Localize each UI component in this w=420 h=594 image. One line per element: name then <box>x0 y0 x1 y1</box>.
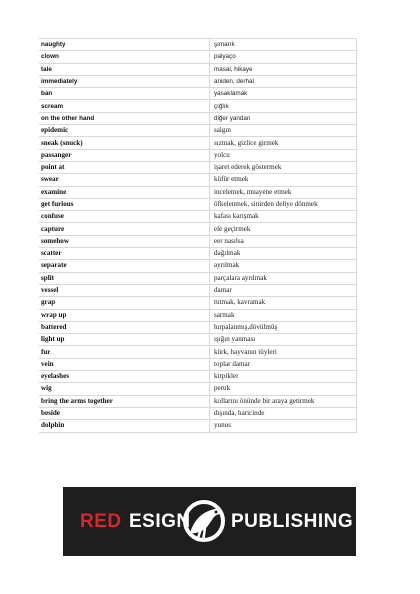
table-row <box>39 100 357 112</box>
turkish-translation: ayrılmak <box>210 260 357 272</box>
turkish-translation: palyaço <box>210 51 357 63</box>
turkish-translation: ışığın yanması <box>210 334 357 346</box>
turkish-translation: kirpikler <box>210 371 357 383</box>
english-word: capture <box>39 223 210 235</box>
turkish-translation: kollarını önünde bir araya getirmek <box>210 395 357 407</box>
english-word: get furious <box>39 198 210 210</box>
table-row <box>39 309 357 321</box>
logo-white-text: ESIGN <box>129 511 191 532</box>
table-row <box>39 39 357 51</box>
table-row <box>39 395 357 407</box>
turkish-translation: işaret ederek göstermek <box>210 161 357 173</box>
english-word: tale <box>39 63 210 75</box>
english-word: separate <box>39 260 210 272</box>
table-row <box>39 334 357 346</box>
english-word: scream <box>39 100 210 112</box>
turkish-translation: küfür etmek <box>210 174 357 186</box>
table-row <box>39 248 357 260</box>
table-row <box>39 260 357 272</box>
turkish-translation: incelemek, muayene etmek <box>210 186 357 198</box>
turkish-translation: çığlık <box>210 100 357 112</box>
english-word: sneak (snuck) <box>39 137 210 149</box>
turkish-translation: öfkelenmek, sinirden deliye dönmek <box>210 198 357 210</box>
english-word: grap <box>39 297 210 309</box>
table-row <box>39 284 357 296</box>
logo-publishing-text: PUBLISHING <box>231 511 354 532</box>
english-word: scatter <box>39 248 210 260</box>
english-word: point at <box>39 161 210 173</box>
turkish-translation: tutmak, kavramak <box>210 297 357 309</box>
english-word: wig <box>39 383 210 395</box>
english-word: examine <box>39 186 210 198</box>
table-row <box>39 358 357 370</box>
turkish-translation: kürk, hayvanın tüyleri <box>210 346 357 358</box>
english-word: split <box>39 272 210 284</box>
english-word: dolphin <box>39 420 210 432</box>
turkish-translation: yasaklamak <box>210 88 357 100</box>
table-row <box>39 297 357 309</box>
table-row <box>39 420 357 432</box>
table-row <box>39 211 357 223</box>
english-word: beside <box>39 407 210 419</box>
english-word: naughty <box>39 39 210 51</box>
table-row <box>39 161 357 173</box>
table-row <box>39 174 357 186</box>
table-row <box>39 137 357 149</box>
turkish-translation: aniden, derhal <box>210 75 357 87</box>
turkish-translation: yunus <box>210 420 357 432</box>
english-word: bring the arms together <box>39 395 210 407</box>
turkish-translation: parçalara ayrılmak <box>210 272 357 284</box>
english-word: clown <box>39 51 210 63</box>
english-word: swear <box>39 174 210 186</box>
table-row <box>39 346 357 358</box>
turkish-translation: dışında, haricinde <box>210 407 357 419</box>
turkish-translation: yolcu <box>210 149 357 161</box>
turkish-translation: sızmak, gizlice girmek <box>210 137 357 149</box>
table-row <box>39 223 357 235</box>
english-word: vessel <box>39 284 210 296</box>
table-row <box>39 63 357 75</box>
turkish-translation: toplar damar <box>210 358 357 370</box>
table-row <box>39 88 357 100</box>
english-word: wrap up <box>39 309 210 321</box>
english-word: confuse <box>39 211 210 223</box>
english-word: somehow <box>39 235 210 247</box>
table-row <box>39 407 357 419</box>
turkish-translation: diğer yandan <box>210 112 357 124</box>
turkish-translation: salgın <box>210 125 357 137</box>
turkish-translation: masal, hikaye <box>210 63 357 75</box>
turkish-translation: eer nasılsa <box>210 235 357 247</box>
table-row <box>39 75 357 87</box>
english-word: light up <box>39 334 210 346</box>
vocabulary-table <box>39 38 357 433</box>
table-row <box>39 125 357 137</box>
table-row <box>39 186 357 198</box>
turkish-translation: damar <box>210 284 357 296</box>
english-word: battered <box>39 321 210 333</box>
english-word: passanger <box>39 149 210 161</box>
table-row <box>39 235 357 247</box>
english-word: epidemic <box>39 125 210 137</box>
table-row <box>39 383 357 395</box>
english-word: eyelashes <box>39 371 210 383</box>
table-row <box>39 198 357 210</box>
english-word: ban <box>39 88 210 100</box>
redesign-publishing-logo <box>63 487 356 556</box>
bird-in-circle-icon <box>181 493 227 549</box>
turkish-translation: şımarık <box>210 39 357 51</box>
table-row <box>39 371 357 383</box>
table-row <box>39 149 357 161</box>
turkish-translation: peruk <box>210 383 357 395</box>
table-row <box>39 112 357 124</box>
english-word: on the other hand <box>39 112 210 124</box>
table-row <box>39 272 357 284</box>
turkish-translation: sarmak <box>210 309 357 321</box>
turkish-translation: dağılmak <box>210 248 357 260</box>
turkish-translation: ele geçirmek <box>210 223 357 235</box>
table-row <box>39 51 357 63</box>
english-word: immediately <box>39 75 210 87</box>
table-row <box>39 321 357 333</box>
turkish-translation: kafası karışmak <box>210 211 357 223</box>
english-word: fur <box>39 346 210 358</box>
logo-red-text: RED <box>80 511 122 532</box>
english-word: vein <box>39 358 210 370</box>
turkish-translation: hırpalanmış,dövülmüş <box>210 321 357 333</box>
